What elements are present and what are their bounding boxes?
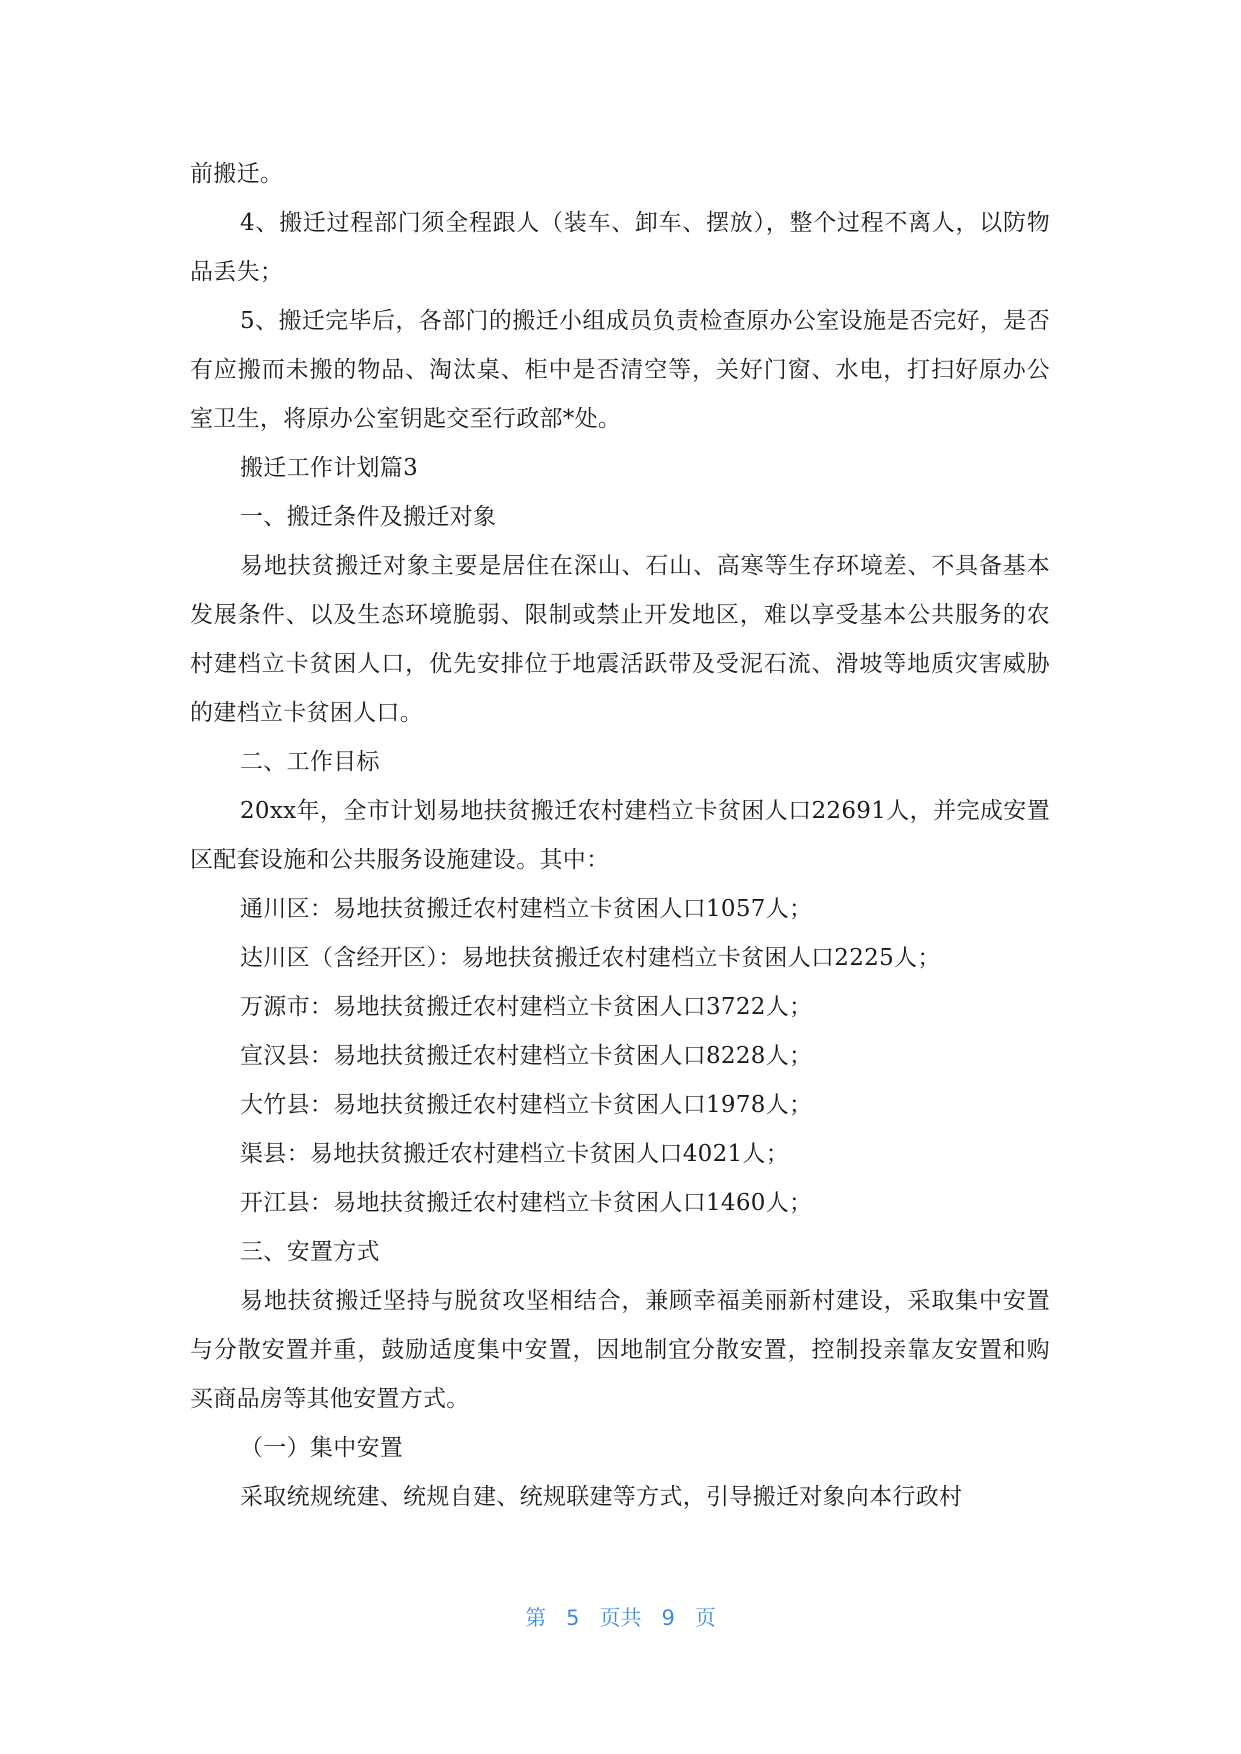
list-item: 宣汉县：易地扶贫搬迁农村建档立卡贫困人口8228人； [240, 1043, 813, 1069]
page-footer [0, 1602, 1241, 1632]
footer-suffix: 页 [694, 1606, 716, 1630]
current-page-number: 5 [566, 1606, 580, 1630]
paragraph: 采取统规统建、统规自建、统规联建等方式，引导搬迁对象向本行政村 [240, 1484, 963, 1510]
subheading: （一）集中安置 [240, 1435, 404, 1461]
list-item: 通川区：易地扶贫搬迁农村建档立卡贫困人口1057人； [240, 896, 813, 922]
list-item: 开江县：易地扶贫搬迁农村建档立卡贫困人口1460人； [240, 1190, 813, 1216]
section-title: 搬迁工作计划篇3 [240, 455, 419, 481]
paragraph: 4、搬迁过程部门须全程跟人（装车、卸车、摆放），整个过程不离人，以防物品丢失； [190, 210, 1050, 285]
list-item: 大竹县：易地扶贫搬迁农村建档立卡贫困人口1978人； [240, 1092, 813, 1118]
total-pages-number: 9 [661, 1606, 675, 1630]
paragraph: 5、搬迁完毕后，各部门的搬迁小组成员负责检查原办公室设施是否完好，是否有应搬而未搬的物品、淘汰桌、柜中是否清空等，关好门窗、水电，打扫好原办公室卫生，将原办公室钥匙交至行政部*处。 [190, 308, 1050, 432]
list-item: 达川区（含经开区）：易地扶贫搬迁农村建档立卡贫困人口2225人； [240, 945, 941, 971]
paragraph: 易地扶贫搬迁坚持与脱贫攻坚相结合，兼顾幸福美丽新村建设，采取集中安置与分散安置并重，鼓励适度集中安置，因地制宜分散安置，控制投亲靠友安置和购买商品房等其他安置方式。 [190, 1288, 1050, 1412]
heading: 一、搬迁条件及搬迁对象 [240, 504, 497, 530]
paragraph: 易地扶贫搬迁对象主要是居住在深山、石山、高寒等生存环境差、不具备基本发展条件、以及生态环境脆弱、限制或禁止开发地区，难以享受基本公共服务的农村建档立卡贫困人口，优先安排位于地震活跃带及受泥石流、滑坡等地质灾害威胁的建档立卡贫困人口。 [190, 553, 1050, 726]
document-body [190, 150, 1050, 1522]
list-item: 渠县：易地扶贫搬迁农村建档立卡贫困人口4021人； [240, 1141, 790, 1167]
heading: 二、工作目标 [240, 749, 380, 775]
footer-prefix: 第 [525, 1606, 547, 1630]
list-item: 万源市：易地扶贫搬迁农村建档立卡贫困人口3722人； [240, 994, 813, 1020]
paragraph: 20xx年，全市计划易地扶贫搬迁农村建档立卡贫困人口22691人，并完成安置区配套设施和公共服务设施建设。其中： [190, 798, 1050, 873]
paragraph: 前搬迁。 [190, 161, 284, 187]
heading: 三、安置方式 [240, 1239, 380, 1265]
footer-middle: 页共 [599, 1606, 642, 1630]
